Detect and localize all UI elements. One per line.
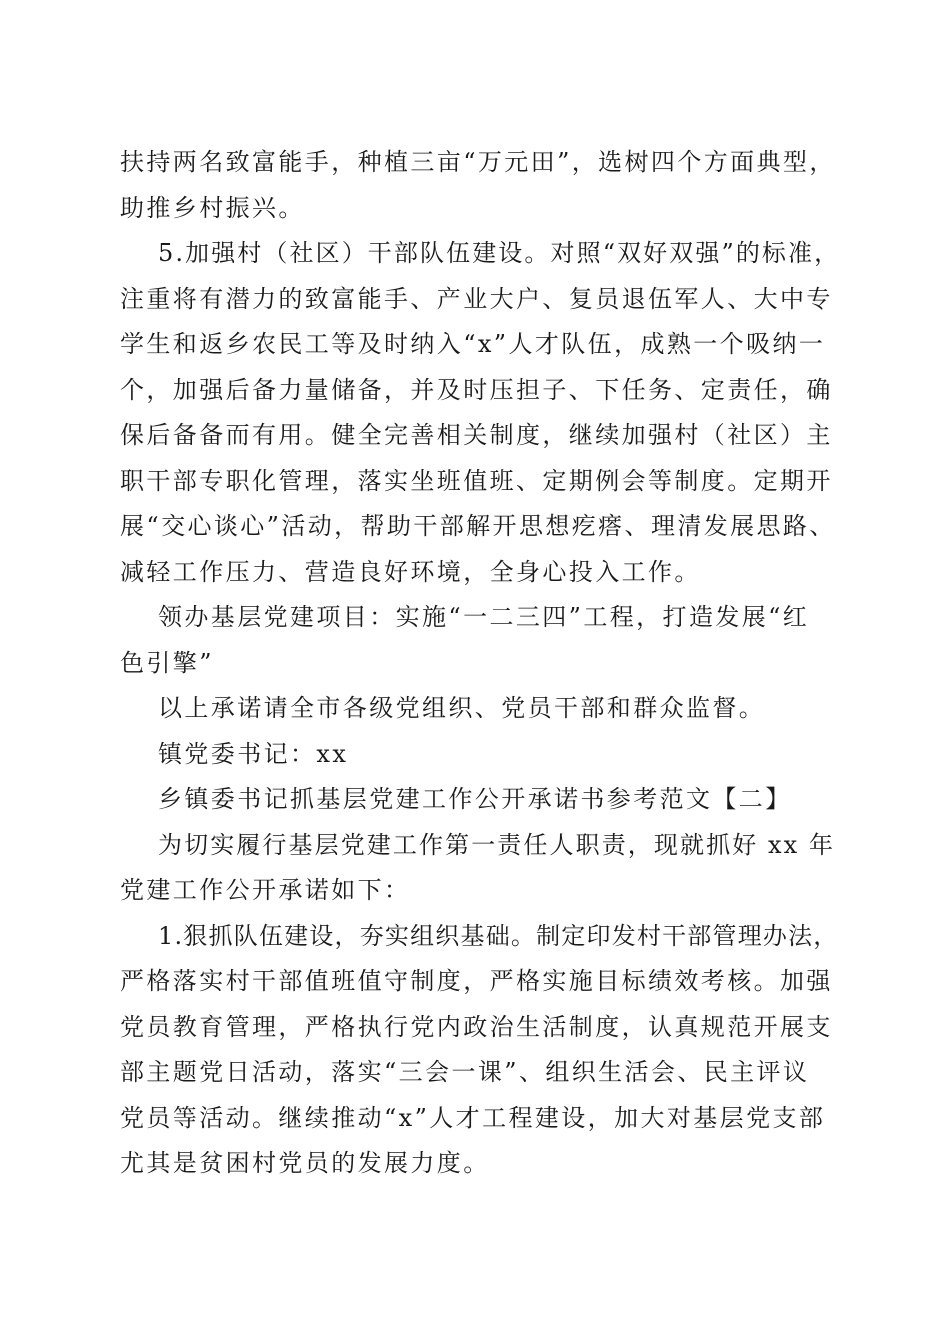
text-line: 注重将有潜力的致富能手、产业大户、复员退伍军人、大中专 [120, 284, 833, 313]
text-line: 保后备备而有用。健全完善相关制度，继续加强村（社区）主 [120, 421, 833, 449]
text-line: 党员教育管理，严格执行党内政治生活制度，认真规范开展支 [120, 1012, 833, 1041]
text-line: 为切实履行基层党建工作第一责任人职责，现就抓好 xx 年 [158, 830, 836, 859]
text-line: 个，加强后备力量储备，并及时压担子、下任务、定责任，确 [120, 375, 833, 404]
text-line: 展“交心谈心”活动，帮助干部解开思想疙瘩、理清发展思路、 [120, 512, 836, 540]
text-line: 学生和返乡农民工等及时纳入“x”人才队伍，成熟一个吸纳一 [120, 330, 826, 358]
text-line: 部主题党日活动，落实“三会一课”、组织生活会、民主评议 [120, 1058, 810, 1086]
text-line: 以上承诺请全市各级党组织、党员干部和群众监督。 [158, 694, 766, 722]
document-body [120, 140, 840, 1187]
section-heading: 乡镇委书记抓基层党建工作公开承诺书参考范文【二】 [158, 785, 792, 813]
text-line: 助推乡村振兴。 [120, 193, 305, 222]
signature-line: 镇党委书记：xx [158, 739, 349, 768]
text-line: 尤其是贫困村党员的发展力度。 [120, 1149, 490, 1177]
text-line: 党员等活动。继续推动“x”人才工程建设，加大对基层党支部 [120, 1103, 826, 1132]
text-line: 严格落实村干部值班值守制度，严格实施目标绩效考核。加强 [120, 967, 833, 995]
text-line: 扶持两名致富能手，种植三亩“万元田”，选树四个方面典型， [120, 148, 836, 176]
text-line: 减轻工作压力、营造良好环境，全身心投入工作。 [120, 557, 701, 586]
text-line: 色引擎” [120, 648, 214, 677]
text-line: 职干部专职化管理，落实坐班值班、定期例会等制度。定期开 [120, 466, 833, 495]
text-line: 领办基层党建项目：实施“一二三四”工程，打造发展“红 [158, 603, 810, 631]
text-line: 5.加强村（社区）干部队伍建设。对照“双好双强”的标准， [158, 239, 841, 267]
text-line: 党建工作公开承诺如下： [120, 876, 411, 904]
text-line: 1.狠抓队伍建设，夯实组织基础。制定印发村干部管理办法， [158, 921, 839, 950]
